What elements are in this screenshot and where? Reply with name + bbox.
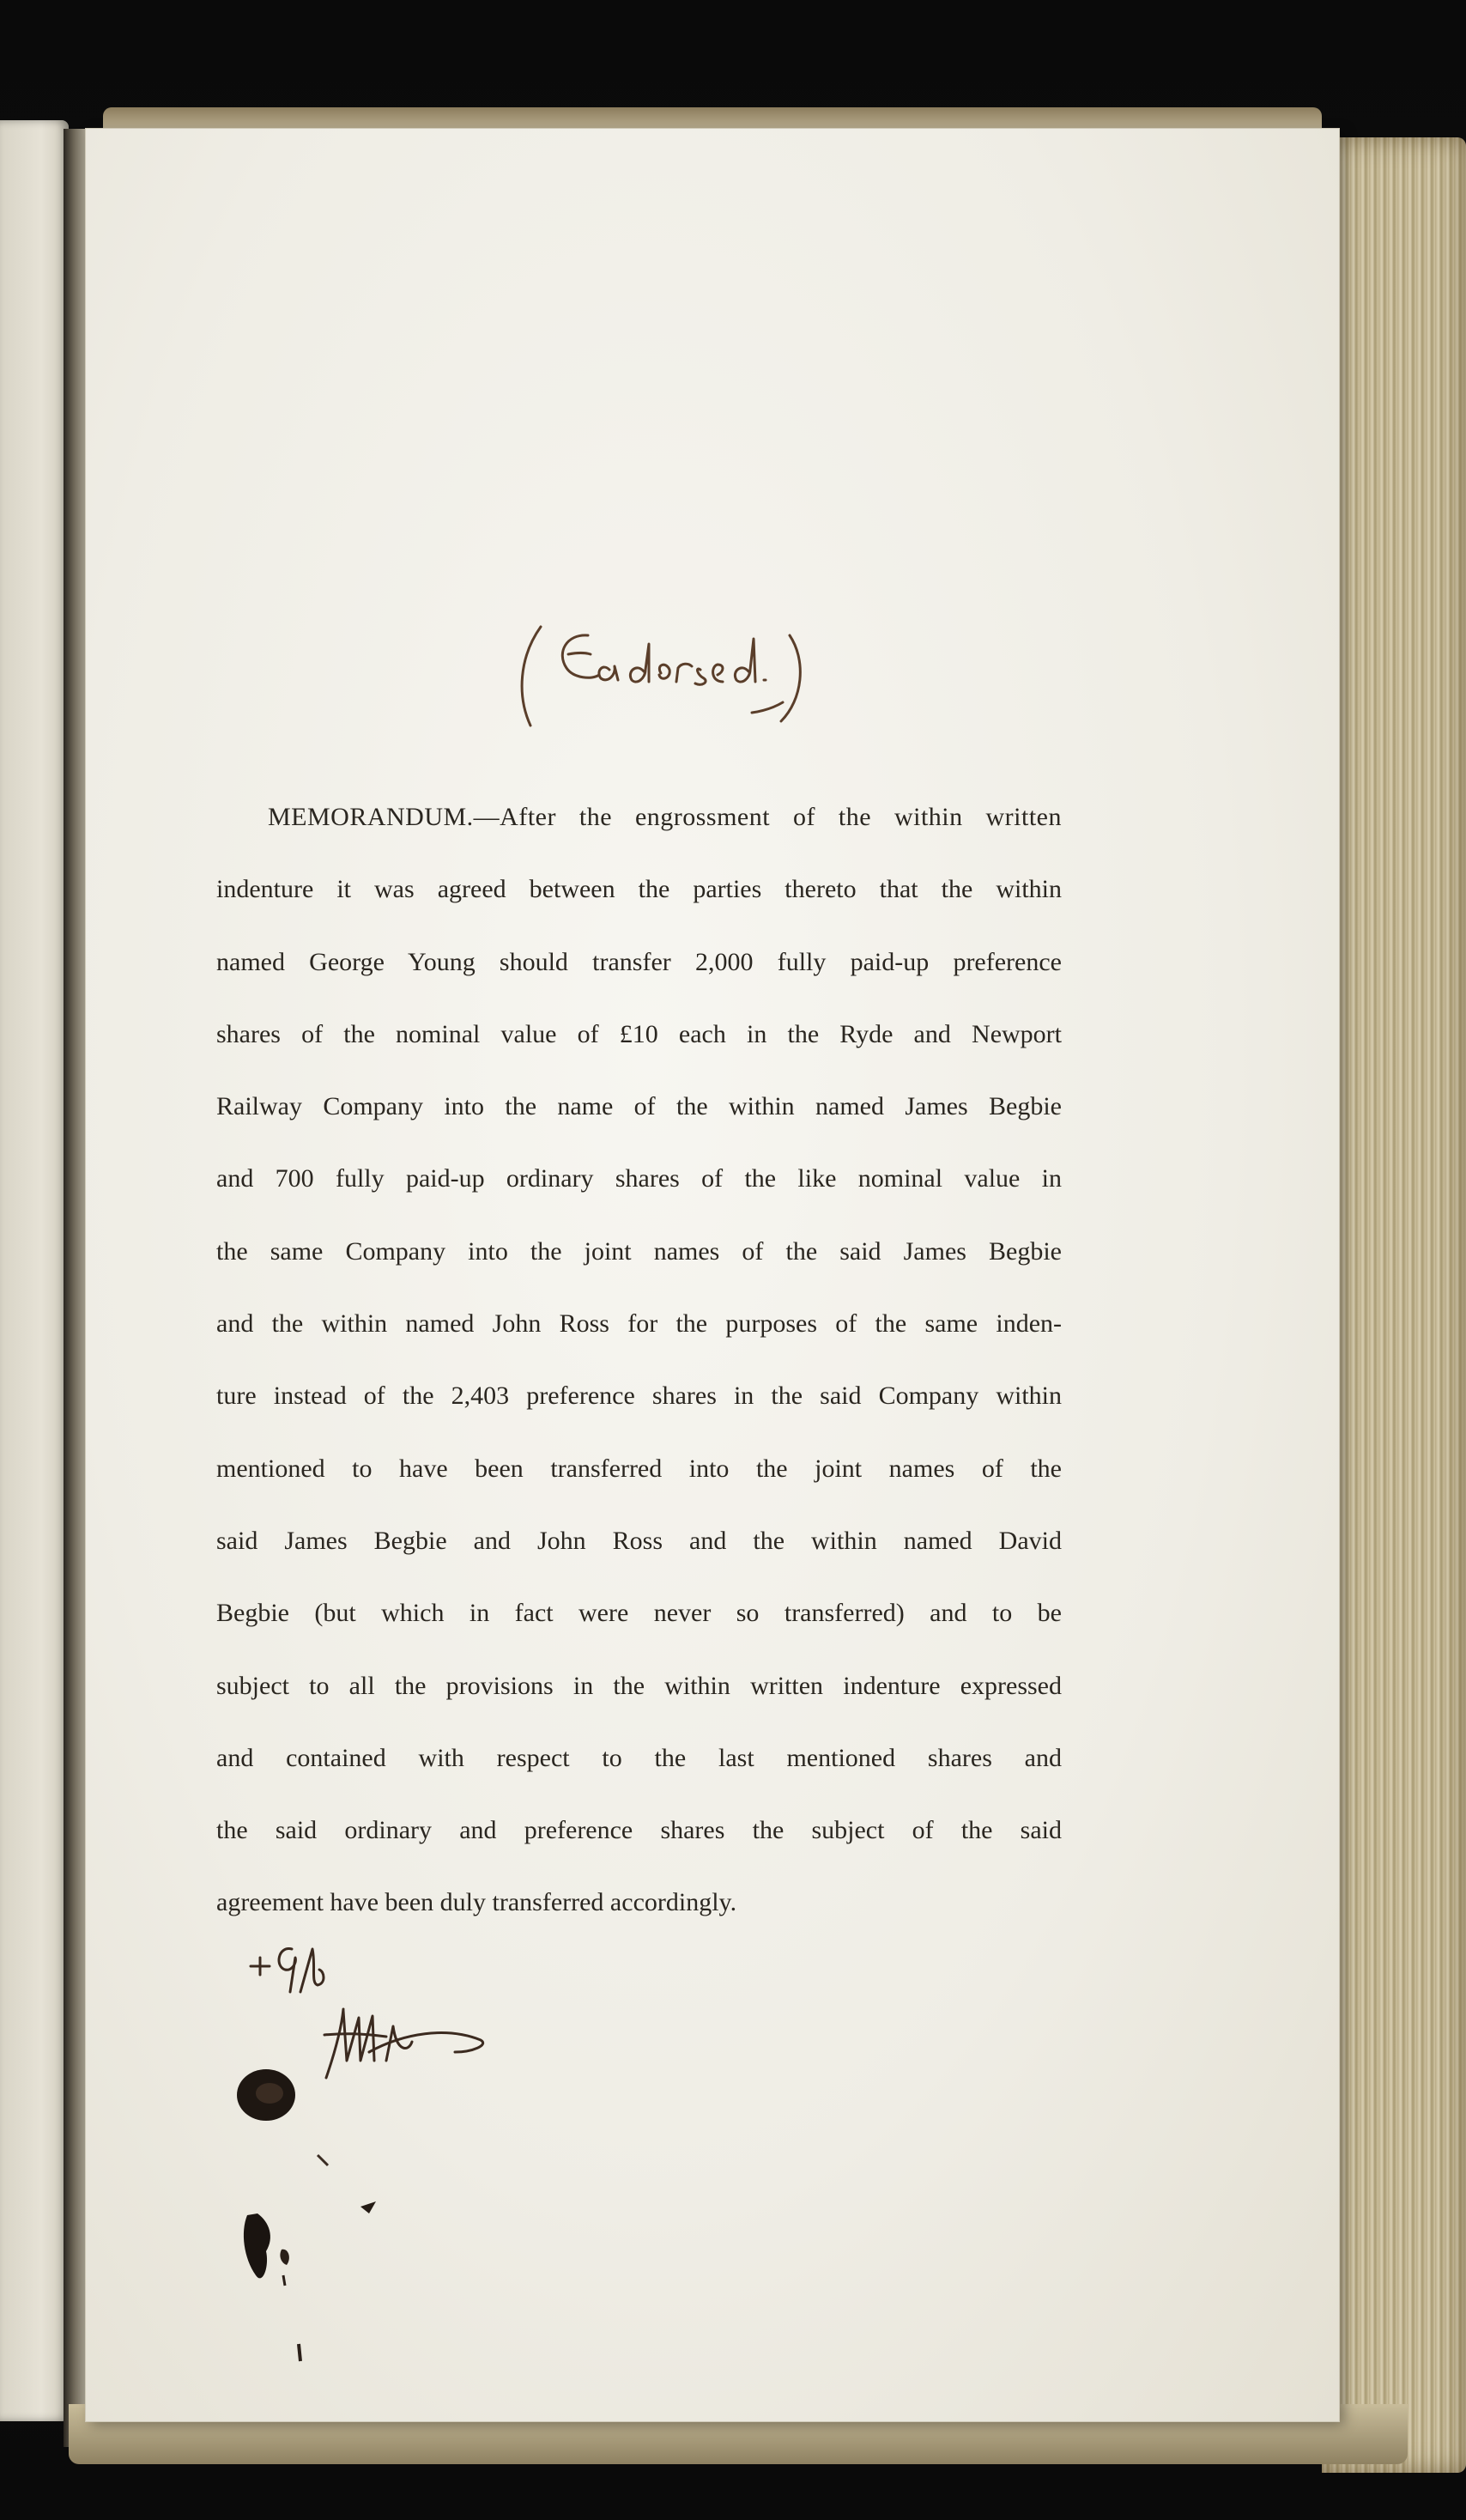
memo-line: said James Begbie and John Ross and the within named David [216, 1526, 1062, 1555]
memo-line: Begbie (but which in fact were never so transferred) and to be [216, 1599, 1062, 1628]
memo-line: agreement have been duly transferred accordingly. [216, 1888, 737, 1917]
memo-line: subject to all the provisions in the within written indenture expressed [216, 1671, 1062, 1700]
memo-line: and the within named John Ross for the purposes of the same inden- [216, 1309, 1062, 1339]
memo-line: and contained with respect to the last mentioned shares and [216, 1743, 1062, 1772]
memo-line: MEMORANDUM.—After the engrossment of the within written [268, 803, 1062, 831]
memo-line: the same Company into the joint names of the said James Begbie [216, 1236, 1062, 1266]
memorandum-text [216, 781, 1062, 1940]
page-edges-stack [1322, 137, 1466, 2473]
left-facing-page [0, 120, 69, 2421]
memo-line: Railway Company into the name of the within named James Begbie [216, 1092, 1062, 1121]
memo-line: mentioned to have been transferred into the joint names of the [216, 1454, 1062, 1483]
memo-line: named George Young should transfer 2,000 fully paid-up preference [216, 947, 1062, 976]
ink-blots [232, 2061, 455, 2387]
memo-line: and 700 fully paid-up ordinary shares of the like nominal value in [216, 1164, 1062, 1193]
memo-line: the said ordinary and preference shares the subject of the said [216, 1816, 1062, 1845]
memo-line: ture instead of the 2,403 preference shares in the said Company within [216, 1381, 1062, 1411]
memo-line: indenture it was agreed between the parties thereto that the within [216, 875, 1062, 904]
endorsed-handwriting [506, 610, 815, 738]
memo-line: shares of the nominal value of £10 each in the Ryde and Newport [216, 1019, 1062, 1048]
document-page [86, 129, 1339, 2421]
